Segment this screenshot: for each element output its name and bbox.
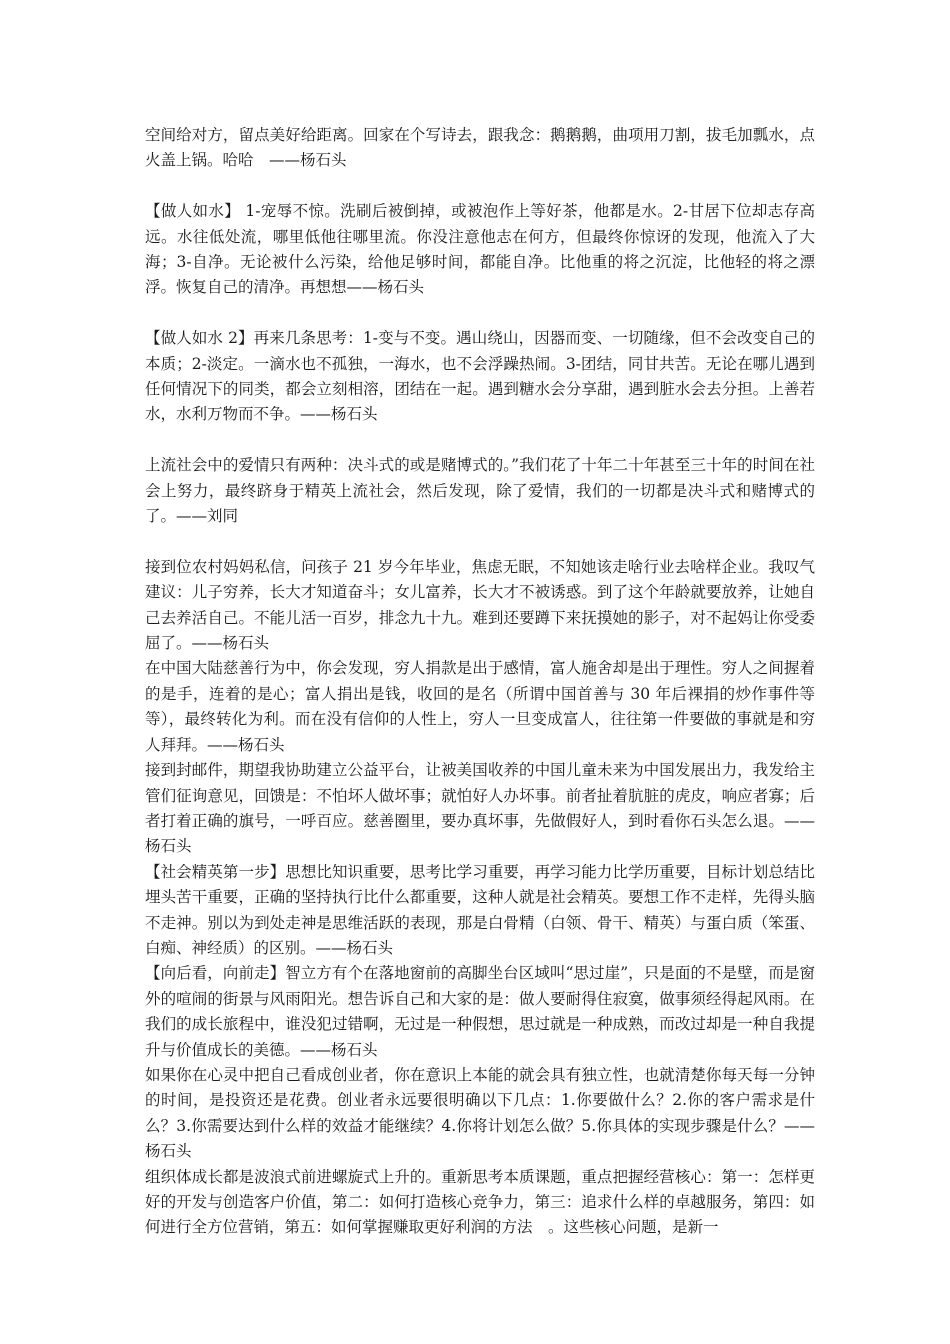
paragraph-entrepreneur: 如果你在心灵中把自己看成创业者，你在意识上本能的就会具有独立性，也就清楚你每天每一分钟的时间，是投资还是花费。创业者永远要很明确以下几点：1.你要做什么？2.你的客户需求是什么？3.你需要达到什么样的效益才能继续？4.你将计划怎么做？5.你具体的实现步骤是什么？——杨石头 <box>145 1065 815 1161</box>
paragraph-be-like-water-2: 【做人如水 2】再来几条思考：1-变与不变。遇山绕山，因器而变、一切随缘，但不会改变自己的本质；2-淡定。一滴水也不孤独，一海水，也不会浮躁热闹。3-团结，同甘共苦。无论在哪儿遇到任何情况下的同类，都会立刻相溶，团结在一起。遇到糖水会分享甜，遇到脏水会去分担。上善若水，水利万物而不争。——杨石头 <box>145 329 815 424</box>
paragraph-email-charity-platform: 接到封邮件，期望我协助建立公益平台，让被美国收养的中国儿童未来为中国发展出力，我发给主管们征询意见，回馈是：不怕坏人做坏事；就怕好人办坏事。前者扯着肮脏的虎皮，响应者寡；后者打着正确的旗号，一呼百应。慈善圈里，要办真坏事，先做假好人，到时看你石头怎么退。——杨石头 <box>145 761 815 856</box>
paragraph-be-like-water: 【做人如水】 1-宠辱不惊。洗刷后被倒掉，或被泡作上等好茶，他都是水。2-甘居下位却志存高远。水往低处流，哪里低他往哪里流。你没注意他志在何方，但最终你惊讶的发现，他流入了大海；3-自净。无论被什么污染，给他足够时间，都能自净。比他重的将之沉淀，比他轻的将之漂浮。恢复自己的清净。再想想——杨石头 <box>145 202 815 297</box>
paragraph-poem: 空间给对方，留点美好给距离。回家在个写诗去，跟我念：鹅鹅鹅，曲项用刀割，拔毛加瓢水，点火盖上锅。哈哈 ——杨石头 <box>145 126 815 170</box>
paragraph-charity: 在中国大陆慈善行为中，你会发现，穷人捐款是出于感情，富人施舍却是出于理性。穷人之间握着的是手，连着的是心；富人捐出是钱，收回的是名（所谓中国首善与 30 年后裸捐的炒作事件等等），最终转化为利。而在没有信仰的人性上，穷人一旦变成富人，往往第一件要做的事就是和穷人拜拜。——杨石头 <box>145 659 815 754</box>
paragraph-organization-growth: 组织体成长都是波浪式前进螺旋式上升的。重新思考本质课题，重点把握经营核心：第一：怎样更好的开发与创造客户价值，第二：如何打造核心竞争力，第三：追求什么样的卓越服务，第四：如何进行全方位营销，第五：如何掌握赚取更好利润的方法 。这些核心问题，是新一 <box>145 1167 815 1237</box>
document-body <box>145 123 815 1241</box>
paragraph-rural-mother: 接到位农村妈妈私信，问孩子 21 岁今年毕业，焦虑无眠，不知她该走啥行业去啥样企业。我叹气建议：儿子穷养，长大才知道奋斗；女儿富养，长大才不被诱惑。到了这个年龄就要放养，让她自己去养活自己。不能儿活一百岁，排念九十九。难到还要蹲下来抚摸她的影子，对不起妈让你受委屈了。——杨石头 <box>145 557 815 653</box>
paragraph-upper-class-love: 上流社会中的爱情只有两种：决斗式的或是赌博式的。”我们花了十年二十年甚至三十年的时间在社会上努力，最终跻身于精英上流社会，然后发现，除了爱情，我们的一切都是决斗式和赌博式的了。——刘同 <box>145 456 815 526</box>
paragraph-look-back-move-forward: 【向后看，向前走】智立方有个在落地窗前的高脚坐台区域叫“思过崖”，只是面的不是壁，而是窗外的喧闹的街景与风雨阳光。想告诉自己和大家的是：做人要耐得住寂寞，做事须经得起风雨。在我们的成长旅程中，谁没犯过错啊，无过是一种假想，思过就是一种成熟，而改过却是一种自我提升与价值成长的美德。——杨石头 <box>145 964 815 1059</box>
paragraph-social-elite: 【社会精英第一步】思想比知识重要，思考比学习重要，再学习能力比学历重要，目标计划总结比埋头苦干重要，正确的坚持执行比什么都重要，这种人就是社会精英。要想工作不走样，先得头脑不走神。别以为到处走神是思维活跃的表现，那是白骨精（白领、骨干、精英）与蛋白质（笨蛋、白痴、神经质）的区别。——杨石头 <box>145 862 815 957</box>
